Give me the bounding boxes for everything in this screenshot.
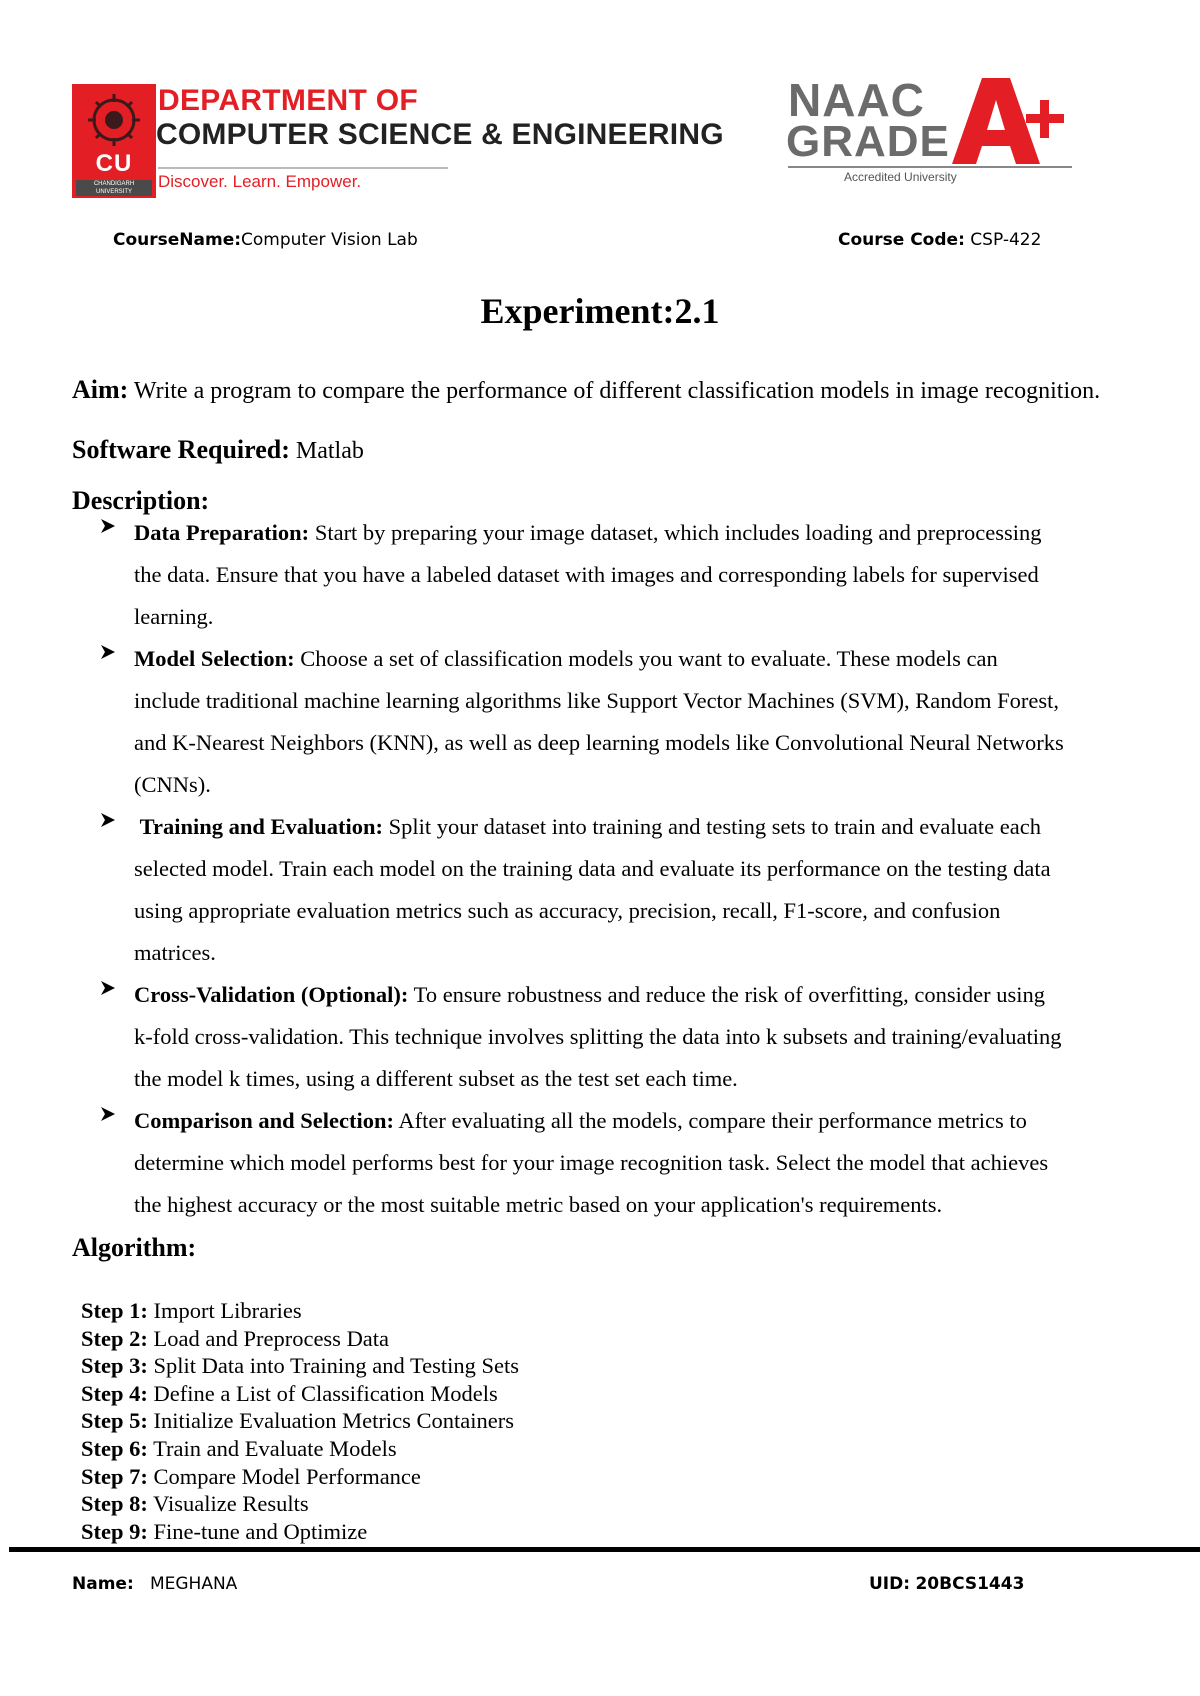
step-text: Define a List of Classification Models <box>153 1380 498 1406</box>
course-name <box>113 230 418 250</box>
item-line: learning. <box>134 604 214 629</box>
step-text: Initialize Evaluation Metrics Containers <box>153 1408 515 1434</box>
aim-text: Write a program to compare the performance of different classification models in image recognition. <box>133 378 1101 404</box>
footer-uid-value: 20BCS1443 <box>915 1574 1025 1594</box>
step-text: Visualize Results <box>153 1491 309 1517</box>
arrow-bullet-icon <box>100 980 116 996</box>
item-label: Comparison and Selection: <box>134 1108 395 1133</box>
step-item <box>81 1518 519 1546</box>
step-label: Step 5: <box>81 1408 148 1434</box>
step-item <box>81 1435 519 1463</box>
university-logo <box>72 84 156 198</box>
description-item <box>100 806 1140 974</box>
algorithm-steps <box>81 1297 519 1545</box>
algorithm-heading: Algorithm: <box>72 1233 197 1262</box>
naac-rule <box>788 166 1072 168</box>
item-line: (CNNs). <box>134 772 211 797</box>
arrow-bullet-icon <box>100 812 116 828</box>
item-line: Start by preparing your image dataset, which includes loading and preprocessing <box>314 520 1042 545</box>
item-label: Data Preparation: <box>134 520 310 545</box>
step-label: Step 3: <box>81 1353 148 1379</box>
step-text: Import Libraries <box>153 1298 302 1323</box>
a-plus-grade-icon <box>952 78 1064 164</box>
step-label: Step 8: <box>81 1491 148 1517</box>
footer-name-value: MEGHANA <box>149 1574 238 1594</box>
aim-section <box>72 375 1100 406</box>
description-item <box>100 974 1140 1100</box>
item-line: Choose a set of classification models you want to evaluate. These models can <box>300 646 998 671</box>
item-line: matrices. <box>134 940 216 965</box>
item-line: and K-Nearest Neighbors (KNN), as well as deep learning models like Convolutional Neural Networks <box>134 730 1064 755</box>
footer-name <box>72 1574 237 1594</box>
step-item <box>81 1407 519 1435</box>
logo-text: CU <box>95 150 133 177</box>
software-text: Matlab <box>295 438 364 464</box>
item-line: the highest accuracy or the most suitable metric based on your application's requirements. <box>134 1192 943 1217</box>
arrow-bullet-icon <box>100 644 116 660</box>
course-code-value: CSP-422 <box>970 230 1042 250</box>
course-code-label: Course Code: <box>838 230 965 250</box>
item-line: using appropriate evaluation metrics such as accuracy, precision, recall, F1-score, and confusion <box>134 898 1001 923</box>
tagline-rule <box>158 167 448 169</box>
step-text: Fine-tune and Optimize <box>153 1518 368 1544</box>
item-line: include traditional machine learning algorithms like Support Vector Machines (SVM), Random Forest, <box>134 688 1060 713</box>
item-label: Cross-Validation (Optional): <box>134 982 409 1007</box>
step-label: Step 1: <box>81 1298 148 1323</box>
naac-text: NAAC <box>788 74 925 126</box>
description-heading: Description: <box>72 486 210 515</box>
description-list <box>100 512 1140 1226</box>
step-item <box>81 1380 519 1408</box>
course-code <box>838 230 1041 250</box>
arrow-bullet-icon <box>100 518 116 534</box>
description-item <box>100 1100 1140 1226</box>
step-label: Step 4: <box>81 1380 148 1406</box>
footer-uid <box>869 1574 1024 1594</box>
description-item <box>100 512 1140 638</box>
item-label: Training and Evaluation: <box>139 814 384 839</box>
item-line: After evaluating all the models, compare their performance metrics to <box>398 1108 1027 1133</box>
grade-text: GRADE <box>786 117 950 166</box>
step-label: Step 2: <box>81 1325 148 1351</box>
step-text: Compare Model Performance <box>153 1463 421 1489</box>
step-label: Step 7: <box>81 1463 148 1489</box>
item-line: k-fold cross-validation. This technique involves splitting the data into k subsets and training/evaluating <box>134 1024 1062 1049</box>
step-label: Step 6: <box>81 1435 148 1461</box>
step-item <box>81 1352 519 1380</box>
course-name-label: CourseName: <box>113 230 242 250</box>
step-text: Split Data into Training and Testing Sets <box>153 1353 520 1379</box>
accredited-text: Accredited University <box>844 170 957 184</box>
item-line: the model k times, using a different subset as the test set each time. <box>134 1066 738 1091</box>
software-section <box>72 435 364 466</box>
item-line: selected model. Train each model on the training data and evaluate its performance on the testing data <box>134 856 1051 881</box>
step-text: Train and Evaluate Models <box>153 1435 397 1461</box>
item-line: determine which model performs best for your image recognition task. Select the model that achieves <box>134 1150 1049 1175</box>
tagline: Discover. Learn. Empower. <box>158 172 362 191</box>
logo-subtext: CHANDIGARH UNIVERSITY <box>76 180 152 196</box>
item-line: To ensure robustness and reduce the risk of overfitting, consider using <box>413 982 1046 1007</box>
step-item <box>81 1325 519 1353</box>
aim-label: Aim: <box>72 375 129 404</box>
footer-divider <box>9 1547 1200 1552</box>
header-banner <box>72 72 1078 210</box>
item-line: Split your dataset into training and testing sets to train and evaluate each <box>388 814 1041 839</box>
footer-name-label: Name: <box>72 1574 134 1594</box>
step-item <box>81 1490 519 1518</box>
step-text: Load and Preprocess Data <box>153 1325 390 1351</box>
software-label: Software Required: <box>72 435 290 464</box>
arrow-bullet-icon <box>100 1106 116 1122</box>
description-item <box>100 638 1140 806</box>
item-line: the data. Ensure that you have a labeled dataset with images and corresponding labels for supervised <box>134 562 1039 587</box>
department-line-2: COMPUTER SCIENCE & ENGINEERING <box>156 118 724 151</box>
page-title: Experiment:2.1 <box>480 291 720 331</box>
item-label: Model Selection: <box>134 646 295 671</box>
department-line-1: DEPARTMENT OF <box>158 84 418 117</box>
footer-uid-label: UID: <box>869 1574 911 1594</box>
course-name-value: Computer Vision Lab <box>241 230 418 250</box>
step-item <box>81 1463 519 1491</box>
step-item <box>81 1297 519 1325</box>
step-label: Step 9: <box>81 1518 148 1544</box>
